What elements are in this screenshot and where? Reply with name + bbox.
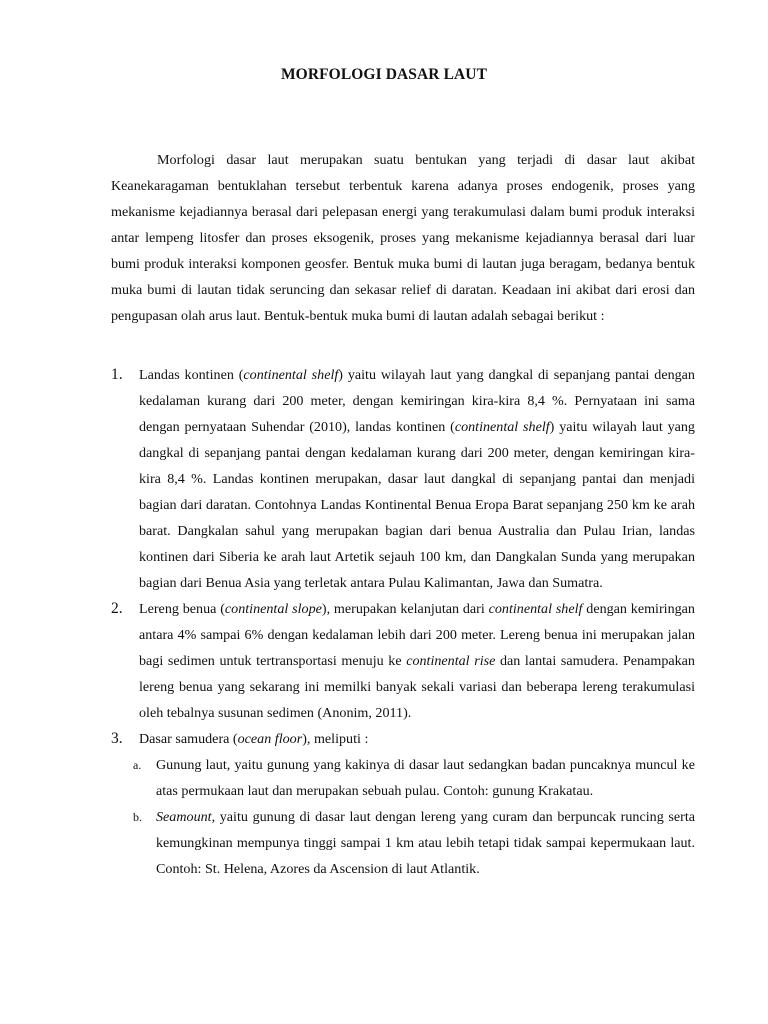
sub-list-letter: b. (133, 810, 142, 824)
item-text: ) yaitu wilayah laut yang dangkal di sepanjang pantai dengan kedalaman kurang dari 200 meter, dengan kemiringan kira-kira 8,4 %. Pernyataan ini sama dengan pernyataan Suhendar (2010), landas kontinen ( (139, 367, 695, 435)
sub-item-text: , yaitu gunung di dasar laut dengan lereng yang curam dan berpuncak runcing serta kemungkinan mempunya tinggi sampai 1 km atau lebih tetapi tidak sampai kepermukaan laut. Contoh: St. Helena, Azores da Ascension di laut Atlantik. (156, 809, 695, 877)
item-text: Landas kontinen ( (139, 367, 244, 383)
item-italic-term: continental rise (406, 653, 496, 669)
intro-paragraph: Morfologi dasar laut merupakan suatu bentukan yang terjadi di dasar laut akibat Keanekaragaman bentuklahan tersebut terbentuk karena adanya proses endogenik, proses yang mekanisme kejadiannya berasal dari pelepasan energi yang terakumulasi dalam bumi produk interaksi antar lempeng litosfer dan proses eksogenik, proses yang mekanisme kejadiannya berasal dari luar bumi produk interaksi komponen geosfer. Bentuk muka bumi di lautan juga beragam, bedanya bentuk muka bumi di lautan tidak seruncing dan sekasar relief di daratan. Keadaan ini akibat dari erosi dan pengupasan olah arus laut. Bentuk-bentuk muka bumi di lautan adalah sebagai berikut : (111, 152, 695, 324)
item-text: Lereng benua ( (139, 601, 225, 617)
sub-item-italic-term: Seamount (156, 809, 212, 825)
item-italic-term: continental slope (224, 601, 322, 617)
list-item (0, 726, 695, 882)
list-number: 1. (111, 366, 123, 383)
item-text: ), meliputi : (302, 731, 369, 747)
sub-list-letter: a. (133, 758, 142, 772)
list-item (0, 362, 695, 596)
item-italic-term: continental shelf (454, 419, 550, 435)
item-text: dengan kemiringan antara 4% sampai 6% dengan kedalaman lebih dari 200 meter. Lereng benua ini merupakan jalan bagi sedimen untuk tertransportasi menuju ke (139, 601, 695, 669)
landform-list (0, 362, 768, 882)
sub-list (133, 752, 695, 882)
list-number: 2. (111, 600, 123, 617)
sub-item-text: Gunung laut, yaitu gunung yang kakinya di dasar laut sedangkan badan puncaknya muncul ke atas permukaan laut dan merupakan sebuah pulau. Contoh: gunung Krakatau. (156, 757, 695, 799)
document-title: MORFOLOGI DASAR LAUT (280, 66, 488, 83)
item-text: ), merupakan kelanjutan dari (321, 601, 489, 617)
item-italic-term: ocean floor (237, 731, 303, 747)
item-italic-term: continental shelf (488, 601, 583, 617)
list-item (0, 596, 695, 726)
list-number: 3. (111, 730, 123, 747)
item-text: dan lantai samudera. Penampakan lereng benua yang sekarang ini memilki banyak sekali variasi dan beberapa lereng terakumulasi oleh tebalnya susunan sedimen (Anonim, 2011). (139, 653, 695, 721)
item-text: Dasar samudera ( (139, 731, 238, 747)
item-text: ) yaitu wilayah laut yang dangkal di sepanjang pantai dengan kedalaman kurang dari 200 meter, dengan kemiringan kira-kira 8,4 %. Landas kontinen merupakan, dasar laut dangkal di sepanjang pantai dan menjadi bagian dari daratan. Contohnya Landas Kontinental Benua Eropa Barat sepanjang 250 km ke arah barat. Dangkalan sahul yang merupakan bagian dari benua Australia dan Pulau Irian, landas kontinen dari Siberia ke arah laut Artetik sejauh 100 km, dan Dangkalan Sunda yang merupakan bagian dari Benua Asia yang terletak antara Pulau Kalimantan, Jawa dan Sumatra. (139, 419, 695, 591)
sub-list-item (133, 752, 695, 804)
item-italic-term: continental shelf (243, 367, 339, 383)
sub-list-item (133, 804, 695, 882)
